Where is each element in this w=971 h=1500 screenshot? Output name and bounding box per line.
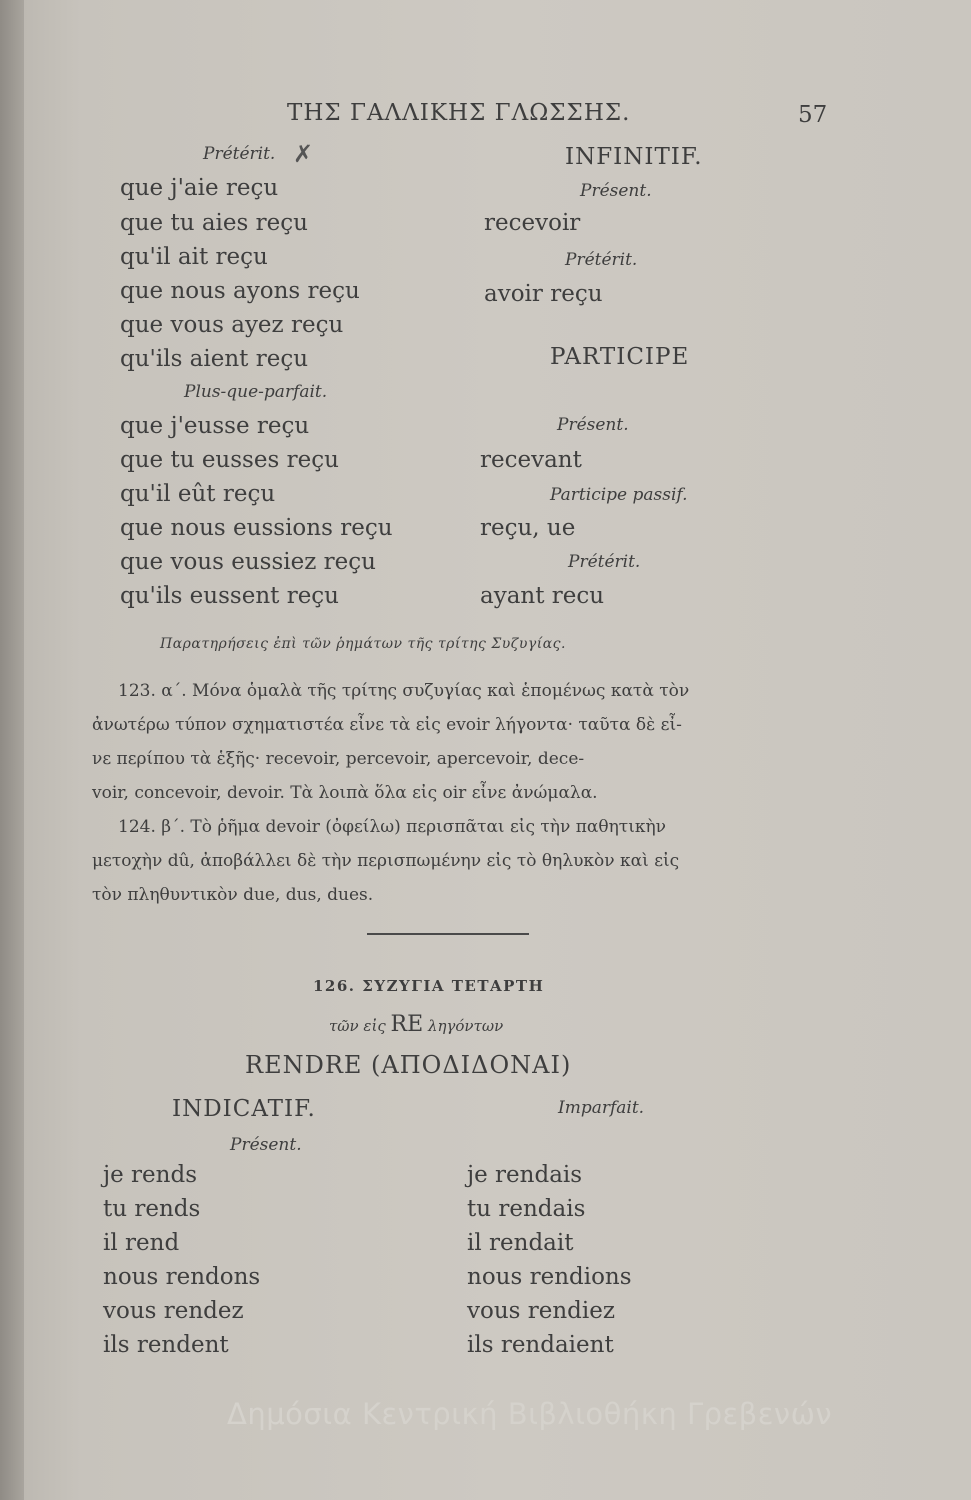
paragraph-124-line: τὸν πληθυντικὸν due, dus, dues. <box>92 885 374 905</box>
participle-heading: PARTICIPE <box>550 344 690 370</box>
subjunctive-preterit-line: qu'ils aient reçu <box>120 346 309 372</box>
subjunctive-pluperfect-line: que vous eussiez reçu <box>120 549 376 575</box>
indicative-present-line: il rend <box>103 1230 180 1256</box>
subjunctive-pluperfect-line: qu'il eût reçu <box>120 481 276 507</box>
participle-present-label: Présent. <box>557 415 629 435</box>
paragraph-123-line: voir, concevoir, devoir. Τὰ λοιπὰ ὅλα εἰς oir εἶνε ἀνώμαλα. <box>92 783 598 803</box>
subjunctive-preterit-line: que j'aie reçu <box>120 175 279 201</box>
subjunctive-pluperfect-line: que tu eusses reçu <box>120 447 339 473</box>
indicative-imperfect-line: tu rendais <box>467 1196 586 1222</box>
participle-passive-value: reçu, ue <box>480 515 576 541</box>
indicative-present-line: vous rendez <box>103 1298 244 1324</box>
subjunctive-preterit-line: que nous ayons reçu <box>120 278 360 304</box>
indicative-imperfect-line: ils rendaient <box>467 1332 614 1358</box>
library-watermark: Δημόσια Κεντρική Βιβλιοθήκη Γρεβενών <box>227 1397 833 1431</box>
indicative-imperfect-line: je rendais <box>467 1162 583 1188</box>
indicative-present-line: tu rends <box>103 1196 201 1222</box>
running-header: ΤΗΣ ΓΑΛΛΙΚΗΣ ΓΛΩΣΣΗΣ. <box>287 100 631 126</box>
handwritten-mark: ✗ <box>293 140 314 168</box>
section-sub-ending: RE <box>390 1012 424 1037</box>
subjunctive-preterit-line: que vous ayez reçu <box>120 312 344 338</box>
paragraph-124-line: 124. β΄. Τὸ ῥῆμα devoir (ὀφείλω) περισπᾶται εἰς τὴν παθητικὴν <box>118 817 667 837</box>
indicative-imperfect-line: il rendait <box>467 1230 574 1256</box>
paragraph-123-line: ἀνωτέρω τύπον σχηματιστέα εἶνε τὰ εἰς evoir λήγοντα· ταῦτα δὲ εἶ- <box>92 715 682 735</box>
observations-heading: Παρατηρήσεις ἐπὶ τῶν ῥημάτων τῆς τρίτης Συζυγίας. <box>160 636 566 652</box>
indicative-present-line: ils rendent <box>103 1332 229 1358</box>
indicative-imperfect-line: nous rendions <box>467 1264 632 1290</box>
page-number: 57 <box>798 102 828 128</box>
paragraph-123-line: νε περίπου τὰ ἑξῆς· recevoir, percevoir, apercevoir, dece- <box>92 749 585 769</box>
participle-passive-label: Participe passif. <box>550 485 688 505</box>
infinitive-present-value: recevoir <box>484 210 581 236</box>
paragraph-123-line: 123. α΄. Μόνα ὁμαλὰ τῆς τρίτης συζυγίας καὶ ἑπομένως κατὰ τὸν <box>118 681 690 701</box>
section-sub-suffix: ληγόντων <box>427 1017 504 1035</box>
section-divider <box>367 933 529 935</box>
indicative-present-line: nous rendons <box>103 1264 261 1290</box>
subjunctive-preterit-line: que tu aies reçu <box>120 210 308 236</box>
infinitive-heading: INFINITIF. <box>565 144 703 170</box>
subjunctive-pluperfect-line: que nous eussions reçu <box>120 515 393 541</box>
participle-preterit-label: Prétérit. <box>568 552 641 572</box>
participle-preterit-value: ayant recu <box>480 583 605 609</box>
indicative-heading: INDICATIF. <box>172 1096 316 1122</box>
section-subtitle <box>329 1012 503 1037</box>
indicative-imperfect-label: Imparfait. <box>558 1098 645 1118</box>
subjunctive-preterit-line: qu'il ait reçu <box>120 244 268 270</box>
paragraph-124-line: μετοχὴν dû, ἀποβάλλει δὲ τὴν περισπωμένην εἰς τὸ θηλυκὸν καὶ εἰς <box>92 851 680 871</box>
participle-present-value: recevant <box>480 447 582 473</box>
infinitive-preterit-label: Prétérit. <box>565 250 638 270</box>
indicative-present-label: Présent. <box>230 1135 302 1155</box>
subjunctive-pluperfect-line: qu'ils eussent reçu <box>120 583 339 609</box>
book-spine-shadow <box>0 0 24 1500</box>
section-title: 126. ΣΥΖΥΓΙΑ ΤΕΤΑΡΤΗ <box>313 977 545 995</box>
section-sub-prefix: τῶν εἰς <box>329 1017 386 1035</box>
verb-title: RENDRE (ΑΠΟΔΙΔΟΝΑΙ) <box>245 1051 572 1079</box>
subjunctive-pluperfect-line: que j'eusse reçu <box>120 413 310 439</box>
subjunctive-preterit-label: Prétérit. <box>203 144 276 164</box>
indicative-imperfect-line: vous rendiez <box>467 1298 615 1324</box>
indicative-present-line: je rends <box>103 1162 197 1188</box>
infinitive-present-label: Présent. <box>580 181 652 201</box>
infinitive-preterit-value: avoir reçu <box>484 281 603 307</box>
subjunctive-pluperfect-label: Plus-que-parfait. <box>184 382 328 402</box>
